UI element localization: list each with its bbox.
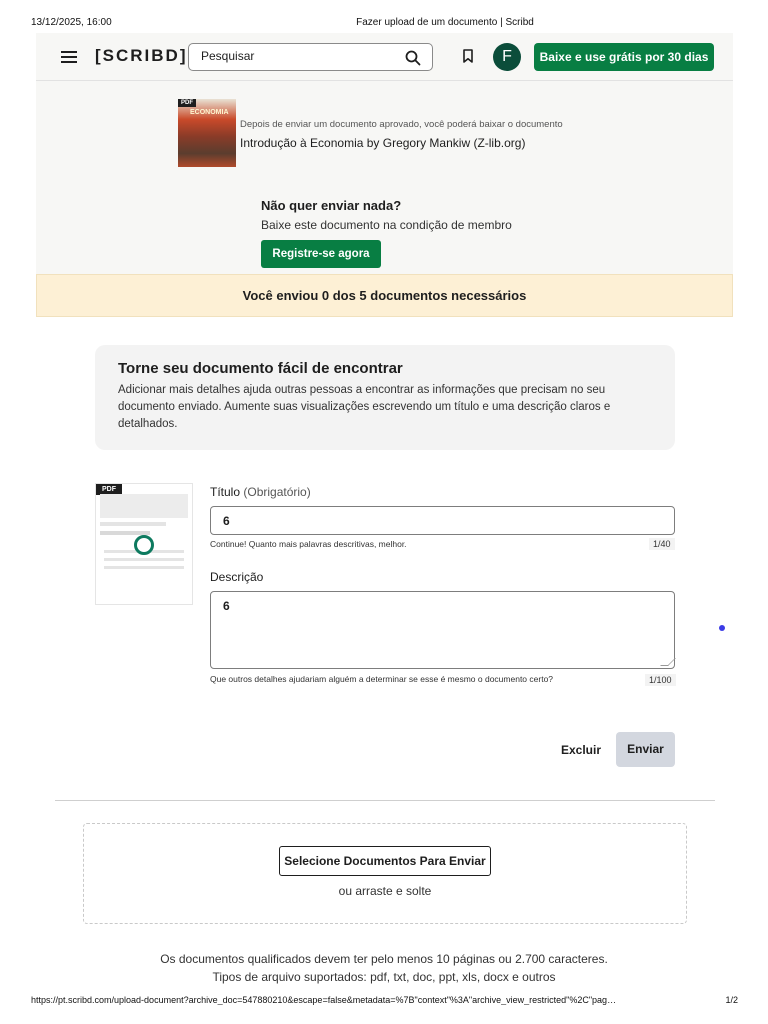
placeholder-line bbox=[100, 494, 188, 518]
print-page-number: 1/2 bbox=[725, 995, 738, 1005]
requirements-filetypes: Tipos de arquivo suportados: pdf, txt, doc, ppt, xls, docx e outros bbox=[212, 970, 556, 984]
drag-drop-text: ou arraste e solte bbox=[338, 884, 432, 898]
search-icon[interactable] bbox=[405, 50, 421, 66]
loading-spinner-icon bbox=[134, 535, 154, 555]
top-navigation-bar bbox=[36, 33, 733, 81]
file-dropzone[interactable] bbox=[83, 823, 687, 924]
description-hint: Que outros detalhes ajudariam alguém a determinar se esse é mesmo o documento certo? bbox=[210, 674, 554, 684]
free-trial-button[interactable]: Baixe e use grátis por 30 dias bbox=[534, 43, 714, 71]
title-hint: Continue! Quanto mais palavras descritivas, melhor. bbox=[210, 539, 407, 549]
bookmark-icon[interactable] bbox=[462, 49, 474, 63]
register-button[interactable]: Registre-se agora bbox=[261, 240, 381, 268]
print-header bbox=[0, 17, 768, 31]
pdf-badge: PDF bbox=[178, 99, 196, 107]
uploaded-file-thumbnail bbox=[95, 483, 193, 605]
description-label: Descrição bbox=[210, 570, 264, 584]
print-url: https://pt.scribd.com/upload-document?archive_doc=547880210&escape=false&metadata=%7B"context"%3A"archive_view_restricted"%2C"pag… bbox=[31, 995, 617, 1005]
document-name: Introdução à Economia by Gregory Mankiw (Z-lib.org) bbox=[240, 136, 526, 150]
placeholder-line bbox=[104, 558, 184, 561]
user-avatar[interactable]: F bbox=[493, 43, 521, 71]
upload-progress-banner: Você enviou 0 dos 5 documentos necessários bbox=[36, 274, 733, 317]
pdf-badge: PDF bbox=[96, 484, 122, 495]
download-hint: Depois de enviar um documento aprovado, você poderá baixar o documento bbox=[240, 119, 563, 130]
print-date: 13/12/2025, 16:00 bbox=[31, 17, 112, 28]
info-card-body: Adicionar mais detalhes ajuda outras pessoas a encontrar as informações que precisam no seu documento enviado. Aumente suas visualizações escrevendo um título e uma descrição claros e detalhados. bbox=[118, 384, 611, 430]
title-label bbox=[210, 485, 311, 499]
indicator-dot bbox=[719, 625, 725, 631]
required-marker: (Obrigatório) bbox=[243, 485, 311, 499]
section-divider bbox=[55, 800, 715, 801]
search-box[interactable] bbox=[188, 43, 433, 71]
placeholder-line bbox=[104, 566, 184, 569]
description-textarea[interactable] bbox=[210, 591, 675, 669]
title-label-text: Título bbox=[210, 485, 241, 499]
delete-button[interactable]: Excluir bbox=[560, 743, 602, 757]
search-input[interactable] bbox=[201, 49, 391, 63]
scribd-logo[interactable]: [SCRIBD] bbox=[95, 46, 188, 65]
select-documents-button[interactable]: Selecione Documentos Para Enviar bbox=[279, 846, 491, 876]
no-upload-heading: Não quer enviar nada? bbox=[261, 198, 402, 213]
menu-icon[interactable] bbox=[61, 51, 77, 63]
no-upload-subtitle: Baixe este documento na condição de membro bbox=[261, 218, 512, 232]
document-cover-thumbnail bbox=[178, 99, 236, 167]
info-card-title: Torne seu documento fácil de encontrar bbox=[118, 360, 403, 377]
placeholder-line bbox=[100, 522, 166, 526]
print-page-title: Fazer upload de um documento | Scribd bbox=[356, 17, 534, 28]
title-input[interactable] bbox=[210, 506, 675, 535]
print-footer bbox=[0, 995, 768, 1009]
resize-handle-icon[interactable] bbox=[660, 658, 676, 666]
cover-title: ECONOMIA bbox=[190, 109, 229, 116]
requirements-pages: Os documentos qualificados devem ter pelo menos 10 páginas ou 2.700 caracteres. bbox=[160, 952, 608, 966]
info-card bbox=[95, 345, 675, 450]
description-char-counter: 1/100 bbox=[645, 674, 676, 686]
description-text: 6 bbox=[223, 599, 230, 613]
send-button[interactable]: Enviar bbox=[616, 732, 675, 767]
title-char-counter: 1/40 bbox=[649, 538, 675, 550]
